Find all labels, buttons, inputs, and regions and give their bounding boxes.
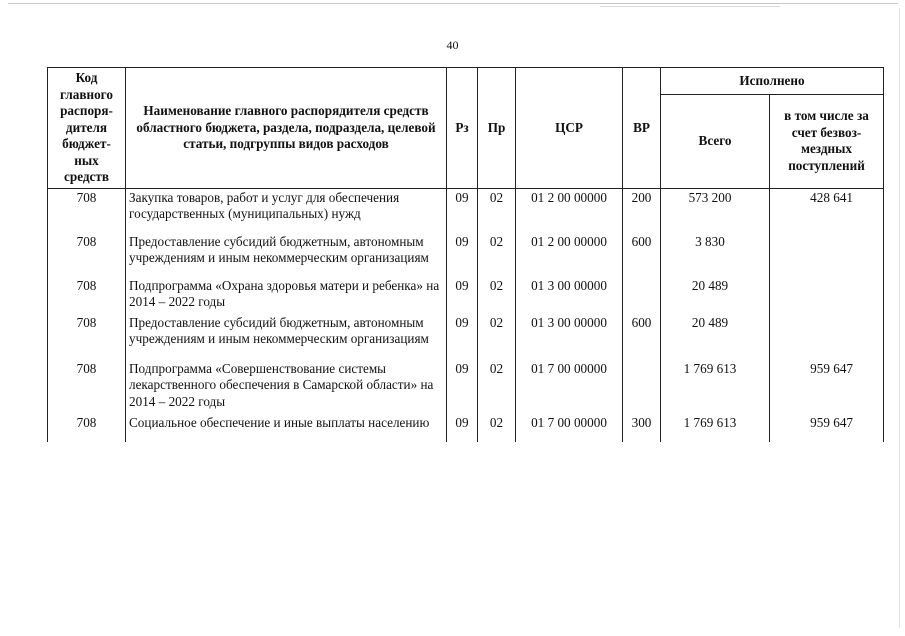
cell-rz: 09 [447, 188, 478, 233]
cell-total: 20 489 [661, 314, 770, 360]
cell-csr: 01 3 00 00000 [516, 277, 623, 314]
cell-vr: 600 [623, 233, 661, 277]
cell-code: 708 [48, 414, 126, 442]
cell-rz: 09 [447, 233, 478, 277]
cell-name: Закупка товаров, работ и услуг для обеспечения государственных (муниципальных) нужд [126, 188, 447, 233]
cell-vr [623, 360, 661, 415]
cell-free: 959 647 [770, 414, 884, 442]
header-free: в том числе за счет безвоз-мездных поступлений [770, 95, 884, 189]
header-csr: ЦСР [516, 68, 623, 189]
header-code: Код главного распоря-дителя бюджет-ных средств [48, 68, 126, 189]
scan-edge-line [8, 3, 898, 4]
cell-rz: 09 [447, 360, 478, 415]
cell-free [770, 314, 884, 360]
cell-free: 959 647 [770, 360, 884, 415]
table-row [48, 360, 884, 415]
cell-csr: 01 7 00 00000 [516, 414, 623, 442]
header-pr: Пр [478, 68, 516, 189]
cell-vr [623, 277, 661, 314]
cell-pr: 02 [478, 277, 516, 314]
scan-edge-line [899, 8, 900, 628]
table-row [48, 314, 884, 360]
header-rz: Рз [447, 68, 478, 189]
header-vr: ВР [623, 68, 661, 189]
scan-edge-line [600, 6, 780, 7]
cell-rz: 09 [447, 314, 478, 360]
cell-vr: 300 [623, 414, 661, 442]
cell-total: 573 200 [661, 188, 770, 233]
cell-pr: 02 [478, 414, 516, 442]
header-executed: Исполнено [661, 68, 884, 95]
cell-csr: 01 7 00 00000 [516, 360, 623, 415]
cell-code: 708 [48, 314, 126, 360]
cell-code: 708 [48, 233, 126, 277]
cell-pr: 02 [478, 188, 516, 233]
cell-code: 708 [48, 188, 126, 233]
cell-total: 3 830 [661, 233, 770, 277]
cell-pr: 02 [478, 314, 516, 360]
cell-name: Подпрограмма «Совершенствование системы лекарственного обеспечения в Самарской области» на 2014 – 2022 годы [126, 360, 447, 415]
table-row [48, 414, 884, 442]
table-row [48, 188, 884, 233]
cell-vr: 600 [623, 314, 661, 360]
table-row [48, 233, 884, 277]
page-number: 40 [446, 38, 459, 52]
cell-code: 708 [48, 360, 126, 415]
cell-free: 428 641 [770, 188, 884, 233]
cell-pr: 02 [478, 233, 516, 277]
cell-csr: 01 3 00 00000 [516, 314, 623, 360]
cell-csr: 01 2 00 00000 [516, 188, 623, 233]
cell-pr: 02 [478, 360, 516, 415]
cell-name: Предоставление субсидий бюджетным, автономным учреждениям и иным некоммерческим организациям [126, 233, 447, 277]
cell-rz: 09 [447, 277, 478, 314]
cell-total: 1 769 613 [661, 414, 770, 442]
cell-rz: 09 [447, 414, 478, 442]
cell-vr: 200 [623, 188, 661, 233]
table-row [48, 277, 884, 314]
cell-free [770, 233, 884, 277]
cell-name: Социальное обеспечение и иные выплаты населению [126, 414, 447, 442]
header-total: Всего [661, 95, 770, 189]
cell-code: 708 [48, 277, 126, 314]
cell-free [770, 277, 884, 314]
header-name: Наименование главного распорядителя средств областного бюджета, раздела, подраздела, целевой статьи, подгруппы видов расходов [126, 68, 447, 189]
cell-name: Предоставление субсидий бюджетным, автономным учреждениям и иным некоммерческим организациям [126, 314, 447, 360]
cell-total: 20 489 [661, 277, 770, 314]
cell-total: 1 769 613 [661, 360, 770, 415]
cell-name: Подпрограмма «Охрана здоровья матери и ребенка» на 2014 – 2022 годы [126, 277, 447, 314]
cell-csr: 01 2 00 00000 [516, 233, 623, 277]
budget-execution-table [47, 67, 884, 442]
